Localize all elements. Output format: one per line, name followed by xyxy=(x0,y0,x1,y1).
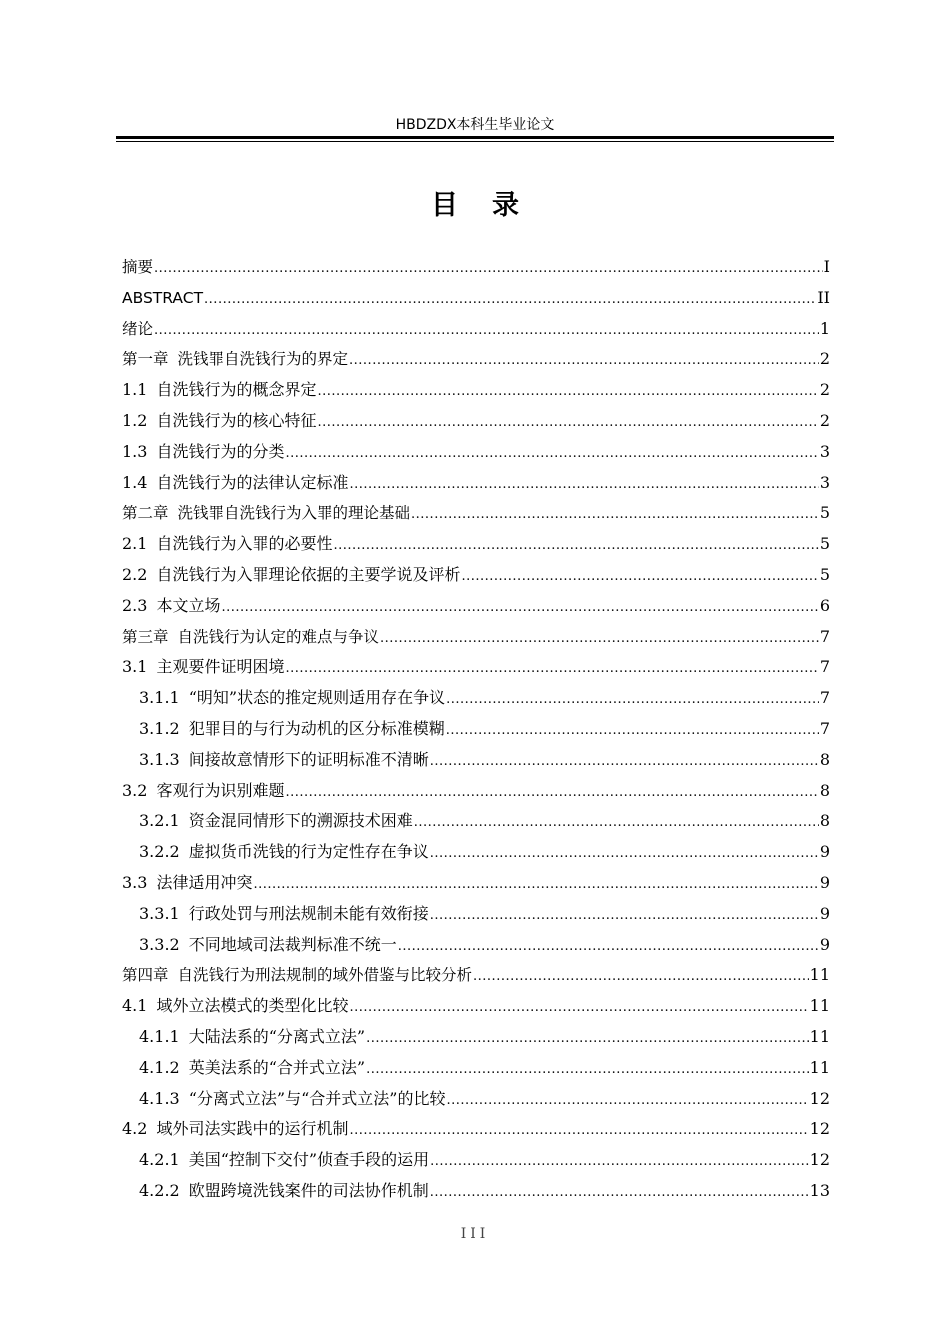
toc-entry[interactable] xyxy=(122,437,830,468)
toc-dot-leader xyxy=(204,285,816,314)
toc-entry[interactable] xyxy=(122,991,830,1022)
toc-entry-page: 11 xyxy=(809,1057,830,1077)
toc-entry-number: 3.2 xyxy=(122,780,148,800)
toc-entry-number: 第二章 xyxy=(122,504,169,523)
toc-entry-number: 2.2 xyxy=(122,564,148,584)
toc-dot-leader xyxy=(411,500,819,529)
toc-entry-number: 1.2 xyxy=(122,410,148,430)
toc-dot-leader xyxy=(349,993,808,1022)
toc-dot-leader xyxy=(446,1086,808,1115)
toc-entry-number: 4.1.3 xyxy=(139,1088,180,1108)
toc-entry[interactable] xyxy=(122,960,830,991)
toc-entry[interactable] xyxy=(122,1176,830,1207)
toc-entry-number: 4.2.2 xyxy=(139,1180,180,1200)
toc-entry-label: 大陆法系的“分离式立法” xyxy=(188,1026,366,1046)
toc-entry-label: ABSTRACT xyxy=(122,288,204,307)
toc-entry-number: 3.1 xyxy=(122,657,148,677)
toc-entry[interactable] xyxy=(122,806,830,837)
toc-entry[interactable] xyxy=(122,930,830,961)
toc-entry-label: “明知”状态的推定规则适用存在争议 xyxy=(188,688,446,708)
toc-entry[interactable] xyxy=(122,1084,830,1115)
toc-entry-page: 9 xyxy=(819,842,830,862)
toc-entry-number: 3.2.1 xyxy=(139,811,180,831)
toc-entry-page: 5 xyxy=(819,503,830,523)
toc-entry-number: 第三章 xyxy=(122,627,169,646)
table-of-contents xyxy=(122,252,830,1207)
toc-entry-number: 3.3 xyxy=(122,872,148,892)
toc-dot-leader xyxy=(317,408,818,437)
toc-dot-leader xyxy=(317,377,818,406)
toc-entry-label: 间接故意情形下的证明标准不清晰 xyxy=(188,749,429,769)
toc-dot-leader xyxy=(473,962,809,991)
toc-entry-page: 9 xyxy=(819,872,830,892)
toc-dot-leader xyxy=(366,1024,809,1053)
toc-dot-leader xyxy=(221,593,818,622)
toc-entry-page: 11 xyxy=(809,965,830,985)
toc-entry-label: 自洗钱行为的核心特征 xyxy=(156,410,317,430)
toc-entry-page: 7 xyxy=(819,657,830,677)
toc-entry[interactable] xyxy=(122,899,830,930)
toc-entry-number: 4.2.1 xyxy=(139,1150,180,1170)
toc-entry[interactable] xyxy=(122,406,830,437)
toc-entry-page: 11 xyxy=(809,996,830,1016)
toc-entry-number: 2.1 xyxy=(122,534,148,554)
toc-entry-page: 13 xyxy=(809,1180,830,1200)
toc-dot-leader xyxy=(461,562,818,591)
toc-entry-page: 1 xyxy=(819,318,830,338)
toc-entry[interactable] xyxy=(122,868,830,899)
page-number: III xyxy=(460,1226,490,1242)
toc-entry[interactable] xyxy=(122,252,830,283)
toc-dot-leader xyxy=(253,870,818,899)
toc-entry[interactable] xyxy=(122,683,830,714)
toc-entry-label: 主观要件证明困境 xyxy=(156,657,285,677)
toc-dot-leader xyxy=(398,932,819,961)
toc-entry-page: 7 xyxy=(819,626,830,646)
toc-entry-page: 3 xyxy=(819,472,830,492)
header-rule-thin xyxy=(116,141,834,142)
toc-entry[interactable] xyxy=(122,1053,830,1084)
toc-entry-page: 8 xyxy=(819,780,830,800)
toc-entry-label: 摘要 xyxy=(122,258,154,276)
toc-dot-leader xyxy=(430,747,819,776)
toc-entry[interactable] xyxy=(122,375,830,406)
toc-dot-leader xyxy=(430,1147,809,1176)
toc-entry-number: 3.1.2 xyxy=(139,718,180,738)
toc-entry[interactable] xyxy=(122,622,830,653)
toc-entry-label: 自洗钱行为入罪的必要性 xyxy=(156,534,333,554)
toc-dot-leader xyxy=(380,624,819,653)
toc-entry[interactable] xyxy=(122,344,830,375)
toc-dot-leader xyxy=(430,901,819,930)
toc-entry-label: 自洗钱行为入罪理论依据的主要学说及评析 xyxy=(156,564,461,584)
toc-entry-number: 1.3 xyxy=(122,441,148,461)
toc-dot-leader xyxy=(430,1178,809,1207)
toc-dot-leader xyxy=(430,839,819,868)
toc-entry[interactable] xyxy=(122,776,830,807)
toc-entry-number: 3.3.1 xyxy=(139,903,180,923)
toc-entry-label: 英美法系的“合并式立法” xyxy=(188,1057,366,1077)
toc-dot-leader xyxy=(154,254,823,283)
toc-entry-page: 6 xyxy=(819,595,830,615)
toc-entry-label: 自洗钱行为认定的难点与争议 xyxy=(177,627,380,646)
toc-dot-leader xyxy=(285,778,818,807)
toc-dot-leader xyxy=(414,808,819,837)
toc-entry-page: 7 xyxy=(819,718,830,738)
toc-entry-label: 欧盟跨境洗钱案件的司法协作机制 xyxy=(188,1180,429,1200)
toc-entry-page: 8 xyxy=(819,811,830,831)
toc-entry-number: 1.1 xyxy=(122,380,148,400)
toc-entry[interactable] xyxy=(122,837,830,868)
toc-entry-label: 不同地域司法裁判标准不统一 xyxy=(188,934,397,954)
toc-entry-label: 域外司法实践中的运行机制 xyxy=(156,1119,349,1139)
toc-entry-number: 4.1.2 xyxy=(139,1057,180,1077)
toc-entry-label: 自洗钱行为的概念界定 xyxy=(156,380,317,400)
toc-entry[interactable] xyxy=(122,560,830,591)
toc-entry-number: 2.3 xyxy=(122,595,148,615)
toc-dot-leader xyxy=(349,470,818,499)
toc-entry-page: 2 xyxy=(819,380,830,400)
toc-entry-number: 3.2.2 xyxy=(139,842,180,862)
toc-entry-page: 9 xyxy=(819,903,830,923)
toc-entry-label: 资金混同情形下的溯源技术困难 xyxy=(188,811,413,831)
toc-entry[interactable] xyxy=(122,314,830,345)
toc-entry-label: 行政处罚与刑法规制未能有效衔接 xyxy=(188,903,429,923)
toc-entry-number: 第一章 xyxy=(122,350,169,369)
header-rule-thick xyxy=(116,136,834,139)
toc-dot-leader xyxy=(349,1116,808,1145)
toc-entry-label: 虚拟货币洗钱的行为定性存在争议 xyxy=(188,842,429,862)
toc-dot-leader xyxy=(285,439,818,468)
toc-entry-label: 域外立法模式的类型化比较 xyxy=(156,996,349,1016)
toc-entry-number: 3.1.3 xyxy=(139,749,180,769)
toc-dot-leader xyxy=(333,531,818,560)
toc-entry-page: 12 xyxy=(809,1150,830,1170)
toc-entry-label: 自洗钱行为的分类 xyxy=(156,441,285,461)
toc-entry-page: 5 xyxy=(819,534,830,554)
toc-entry-page: 12 xyxy=(809,1088,830,1108)
toc-entry-label: 本文立场 xyxy=(156,595,221,615)
toc-entry-number: 4.1 xyxy=(122,996,148,1016)
toc-entry-number: 3.1.1 xyxy=(139,688,180,708)
toc-entry-number: 4.1.1 xyxy=(139,1026,180,1046)
toc-entry-page: 5 xyxy=(819,564,830,584)
toc-entry[interactable] xyxy=(122,591,830,622)
toc-dot-leader xyxy=(446,685,819,714)
toc-dot-leader xyxy=(366,1055,809,1084)
toc-entry-label: 法律适用冲突 xyxy=(156,872,253,892)
toc-entry[interactable] xyxy=(122,498,830,529)
toc-dot-leader xyxy=(446,716,819,745)
toc-entry-number: 第四章 xyxy=(122,966,169,985)
toc-entry-label: 客观行为识别难题 xyxy=(156,780,285,800)
toc-entry-label: 犯罪目的与行为动机的区分标准模糊 xyxy=(188,718,445,738)
toc-entry[interactable] xyxy=(122,1114,830,1145)
toc-entry-label: “分离式立法”与“合并式立法”的比较 xyxy=(188,1088,446,1108)
toc-entry-number: 4.2 xyxy=(122,1119,148,1139)
toc-title: 目录 xyxy=(431,190,553,221)
toc-entry-label: 美国“控制下交付”侦查手段的运用 xyxy=(188,1150,430,1170)
toc-entry-label: 自洗钱行为的法律认定标准 xyxy=(156,472,349,492)
toc-entry-page: 2 xyxy=(819,410,830,430)
toc-entry-label: 自洗钱行为刑法规制的域外借鉴与比较分析 xyxy=(177,966,473,985)
toc-entry-page: 8 xyxy=(819,749,830,769)
toc-dot-leader xyxy=(154,316,819,345)
toc-entry-page: 7 xyxy=(819,688,830,708)
toc-entry-page: 9 xyxy=(819,934,830,954)
running-header: HBDZDX本科生毕业论文 xyxy=(395,117,555,133)
toc-dot-leader xyxy=(285,654,818,683)
toc-entry-label: 绪论 xyxy=(122,319,154,338)
toc-entry[interactable] xyxy=(122,529,830,560)
toc-entry-number: 1.4 xyxy=(122,472,148,492)
toc-entry-page: 12 xyxy=(809,1119,830,1139)
toc-entry-page: I xyxy=(823,257,830,276)
toc-entry-page: 2 xyxy=(819,349,830,369)
toc-entry[interactable] xyxy=(122,652,830,683)
toc-dot-leader xyxy=(349,346,819,375)
toc-entry-page: 3 xyxy=(819,441,830,461)
toc-entry-number: 3.3.2 xyxy=(139,934,180,954)
toc-entry[interactable] xyxy=(122,283,830,314)
toc-entry-label: 洗钱罪自洗钱行为的界定 xyxy=(177,350,349,369)
toc-entry-page: 11 xyxy=(809,1026,830,1046)
toc-entry[interactable] xyxy=(122,745,830,776)
toc-entry-page: II xyxy=(817,287,830,307)
toc-entry[interactable] xyxy=(122,1022,830,1053)
toc-entry[interactable] xyxy=(122,714,830,745)
toc-entry[interactable] xyxy=(122,468,830,499)
toc-entry-label: 洗钱罪自洗钱行为入罪的理论基础 xyxy=(177,504,411,523)
toc-entry[interactable] xyxy=(122,1145,830,1176)
